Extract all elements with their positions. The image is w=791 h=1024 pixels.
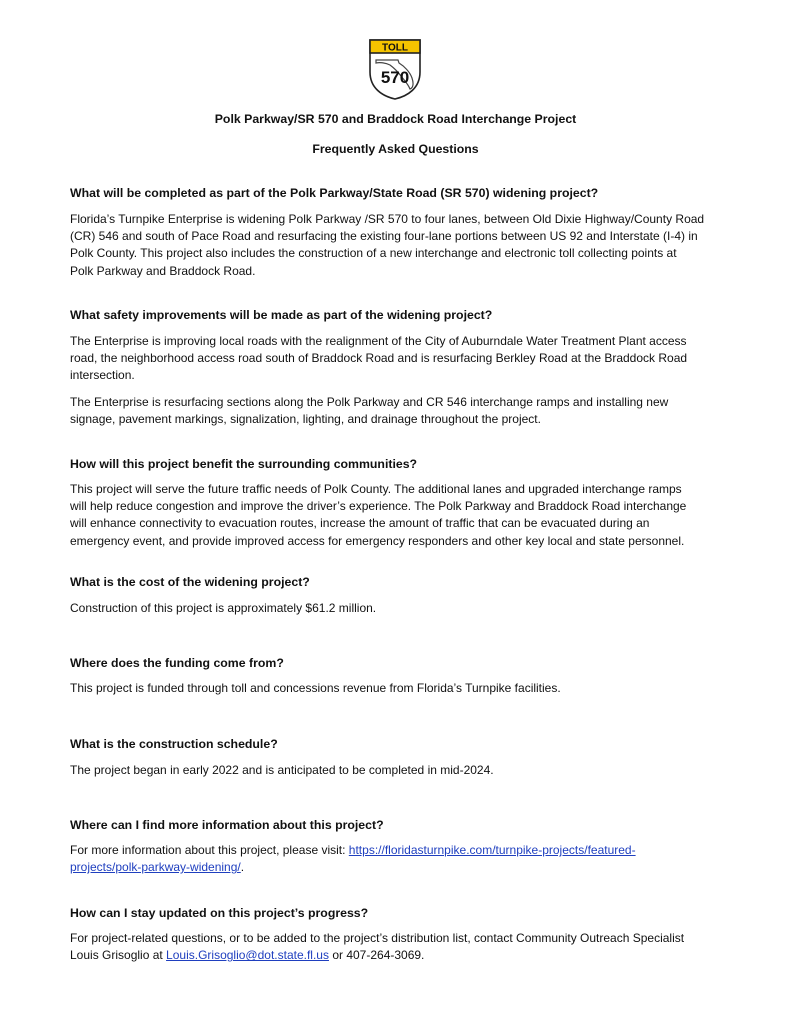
answer-line: signage, pavement markings, signalization, lighting, and drainage throughout the project. xyxy=(70,412,541,427)
answer-line xyxy=(70,859,730,876)
logo-number: 570 xyxy=(380,68,410,87)
answer-line: (CR) 546 and south of Pace Road and resurfacing the existing four-lane portions between US 92 and Interstate (I-4) in xyxy=(70,229,698,244)
document-subtitle: Frequently Asked Questions xyxy=(312,142,479,156)
answer-line: The Enterprise is improving local roads with the realignment of the City of Auburndale Water Treatment Plant access xyxy=(70,334,687,348)
faq-answer xyxy=(70,930,730,964)
answer-line: Florida’s Turnpike Enterprise is widening Polk Parkway /SR 570 to four lanes, between Old Dixie Highway/County Road xyxy=(70,212,705,226)
toll-570-shield-logo xyxy=(368,38,422,100)
answer-line: will help reduce congestion and improve the driver’s experience. The Polk Parkway and Braddock Road interchange xyxy=(70,499,687,514)
faq-answer xyxy=(70,842,730,876)
answer-line: Polk County. This project also includes the construction of a new interchange and electronic toll collecting points at xyxy=(70,246,677,261)
faq-question: What is the cost of the widening project? xyxy=(70,575,310,589)
logo-badge-text: TOLL xyxy=(382,42,408,54)
email-link[interactable]: Louis.Grisoglio@dot.state.fl.us xyxy=(166,948,329,963)
answer-line: emergency event, and provide improved access for emergency responders and other key local and state personnel. xyxy=(70,533,685,548)
answer-line: will enhance connectivity to evacuation routes, increase the amount of traffic that can be evacuated during an xyxy=(70,516,650,531)
answer-line: intersection. xyxy=(70,368,135,383)
faq-question: What safety improvements will be made as part of the widening project? xyxy=(70,308,493,322)
answer-line: For project-related questions, or to be added to the project’s distribution list, contact Community Outreach Specialist xyxy=(70,931,685,945)
project-website-link-continued[interactable]: projects/polk-parkway-widening/ xyxy=(70,860,241,875)
answer-text: . xyxy=(240,860,245,875)
answer-text: or 407-264-3069. xyxy=(328,948,425,963)
faq-answer xyxy=(70,762,730,779)
answer-line: This project will serve the future traffic needs of Polk County. The additional lanes and upgraded interchange ramps xyxy=(70,482,682,496)
project-website-link[interactable]: https://floridasturnpike.com/turnpike-projects/featured- xyxy=(348,843,636,857)
faq-question: What is the construction schedule? xyxy=(70,737,278,751)
faq-question: How can I stay updated on this project’s progress? xyxy=(70,906,369,920)
answer-line: The project began in early 2022 and is anticipated to be completed in mid-2024. xyxy=(70,763,494,777)
answer-line: This project is funded through toll and concessions revenue from Florida’s Turnpike facilities. xyxy=(70,681,561,695)
answer-line: Construction of this project is approximately $61.2 million. xyxy=(70,601,377,615)
faq-answer xyxy=(70,600,730,617)
faq-question: What will be completed as part of the Polk Parkway/State Road (SR 570) widening project? xyxy=(70,186,599,200)
faq-answer xyxy=(70,481,730,550)
answer-line: The Enterprise is resurfacing sections along the Polk Parkway and CR 546 interchange ramps and installing new xyxy=(70,395,669,409)
answer-text: Louis Grisoglio at xyxy=(70,948,167,963)
document-title: Polk Parkway/SR 570 and Braddock Road Interchange Project xyxy=(214,112,577,126)
answer-line xyxy=(70,947,730,964)
faq-answer xyxy=(70,333,730,385)
answer-line xyxy=(70,842,730,859)
faq-question: How will this project benefit the surrounding communities? xyxy=(70,457,418,471)
faq-answer xyxy=(70,680,730,697)
faq-question: Where can I find more information about this project? xyxy=(70,818,384,832)
faq-answer-paragraph-2 xyxy=(70,394,730,428)
faq-question: Where does the funding come from? xyxy=(70,656,284,670)
answer-text: For more information about this project, please visit: xyxy=(70,843,349,857)
answer-line: Polk Parkway and Braddock Road. xyxy=(70,263,256,278)
faq-answer xyxy=(70,211,730,280)
answer-line: road, the neighborhood access road south of Braddock Road and is resurfacing Berkley Road at the Braddock Road xyxy=(70,351,688,366)
